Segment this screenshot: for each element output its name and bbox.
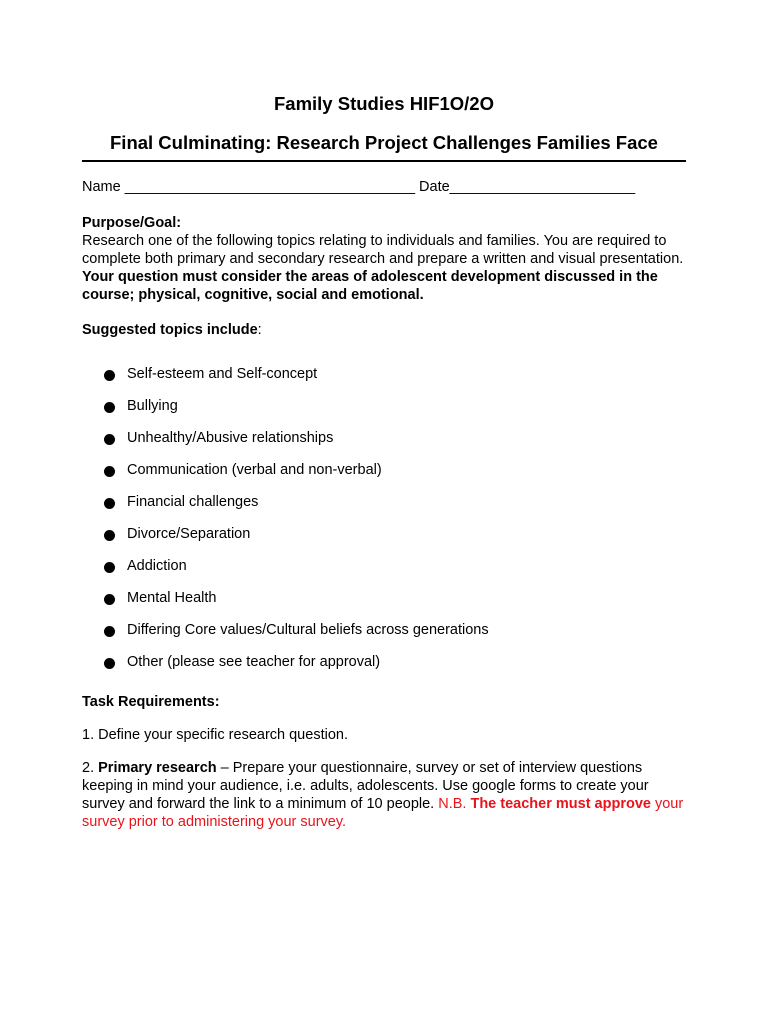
topic-label: Divorce/Separation — [127, 526, 251, 542]
project-title: Final Culminating: Research Project Challenges Families Face — [110, 132, 658, 153]
topic-label: Communication (verbal and non-verbal) — [127, 462, 382, 478]
topics-heading-label: Suggested topics include — [82, 322, 258, 338]
bullet-icon — [104, 402, 115, 413]
task-step-1: 1. Define your specific research question. — [82, 727, 348, 743]
step-2-text: – Prepare your questionnaire, survey or set of interview questions keeping in mind your audience, i.e. adults, adolescents. Use google forms to create your survey and forward the link to a minimum of 10 people. — [82, 760, 649, 812]
topic-label: Self-esteem and Self-concept — [127, 366, 318, 382]
list-item — [104, 429, 489, 461]
bullet-icon — [104, 594, 115, 605]
task-requirements-heading: Task Requirements: — [82, 694, 220, 710]
bullet-icon — [104, 530, 115, 541]
topics-heading — [82, 321, 262, 339]
topics-heading-colon: : — [257, 322, 262, 338]
list-item — [104, 557, 489, 589]
title-divider — [82, 160, 686, 162]
step-2-number: 2. — [82, 760, 99, 776]
course-title: Family Studies HIF1O/2O — [273, 93, 494, 114]
purpose-heading: Purpose/Goal: — [82, 215, 182, 231]
topic-label: Financial challenges — [127, 494, 259, 510]
topic-label: Differing Core values/Cultural beliefs across generations — [127, 622, 489, 638]
purpose-emphasis: Your question must consider the areas of adolescent development discussed in the course; physical, cognitive, social and emotional. — [82, 269, 658, 303]
bullet-icon — [104, 562, 115, 573]
topic-label: Mental Health — [127, 590, 217, 606]
bullet-icon — [104, 434, 115, 445]
topic-label: Other (please see teacher for approval) — [127, 654, 381, 670]
topic-list — [104, 365, 489, 685]
bullet-icon — [104, 498, 115, 509]
step-2-label: Primary research — [98, 760, 217, 776]
bullet-icon — [104, 626, 115, 637]
purpose-text: Research one of the following topics relating to individuals and families. You are required to complete both primary and secondary research and prepare a written and visual presentation. — [82, 233, 684, 267]
topic-label: Unhealthy/Abusive relationships — [127, 430, 334, 446]
topic-label: Bullying — [127, 398, 178, 414]
topic-label: Addiction — [127, 558, 187, 574]
bullet-icon — [104, 466, 115, 477]
list-item — [104, 493, 489, 525]
list-item — [104, 365, 489, 397]
step-2-nb: N.B. — [438, 796, 471, 812]
bullet-icon — [104, 658, 115, 669]
list-item — [104, 525, 489, 557]
list-item — [104, 589, 489, 621]
list-item — [104, 653, 489, 685]
purpose-paragraph — [82, 232, 686, 304]
name-date-line: Name ____________________________________ Date_______________________ — [82, 179, 636, 195]
list-item — [104, 461, 489, 493]
list-item — [104, 621, 489, 653]
step-2-nb-emphasis: The teacher must approve — [470, 796, 651, 812]
bullet-icon — [104, 370, 115, 381]
task-step-2 — [82, 759, 686, 831]
list-item — [104, 397, 489, 429]
step-2-nb-rest: your survey prior to administering your survey. — [82, 796, 684, 830]
